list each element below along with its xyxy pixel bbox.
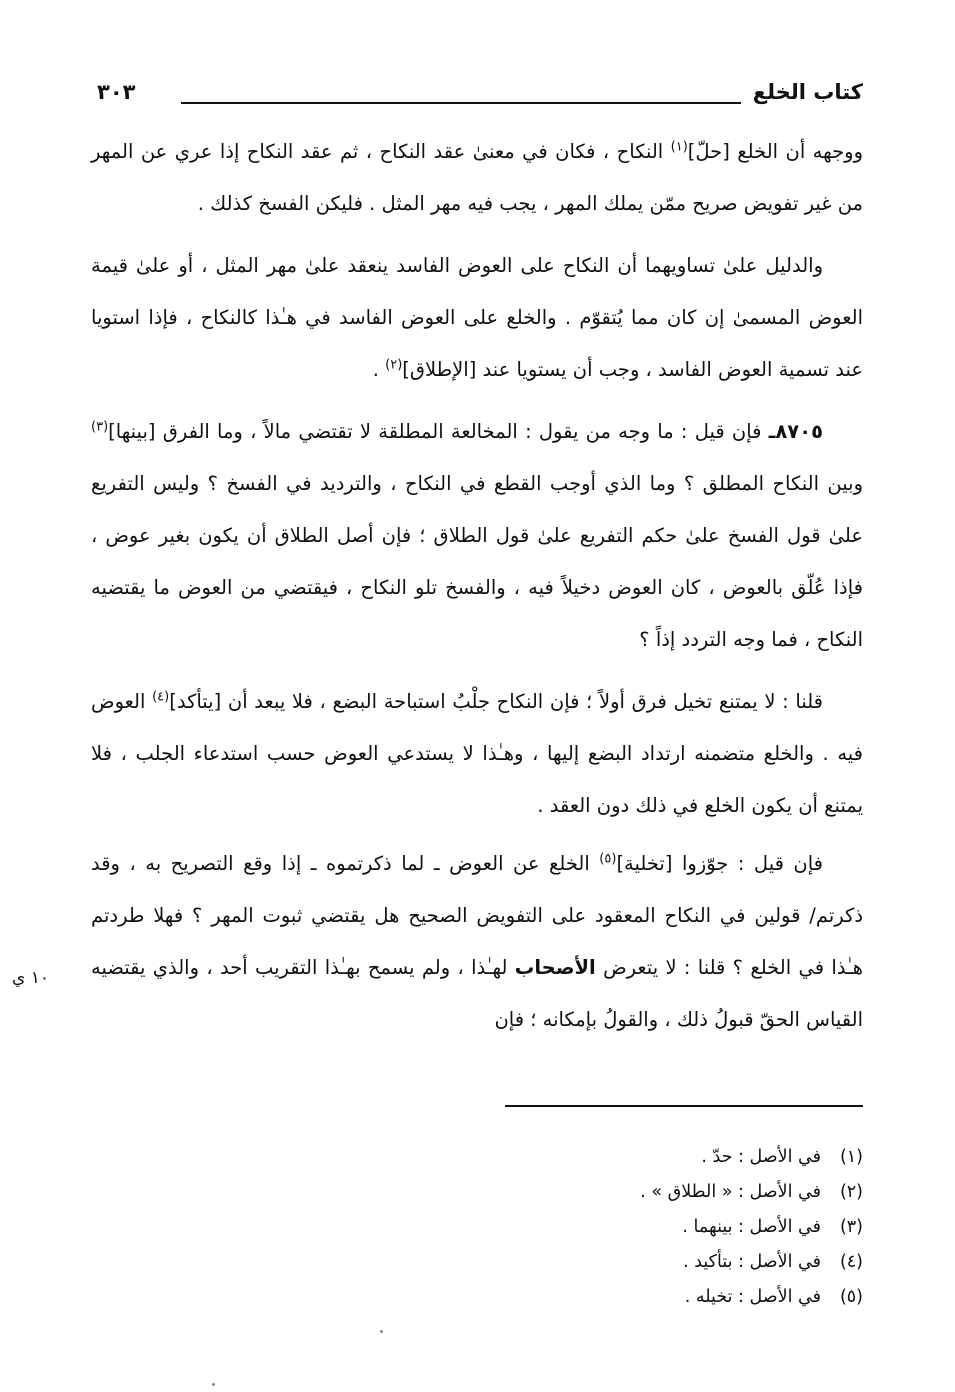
text-run: والدليل علىٰ تساويهما أن النكاح على العوض الفاسد ينعقد علىٰ مهر المثل ، أو علىٰ قيمة العوض المسمىٰ إن كان مما يُتقوّم . والخلع على العوض الفاسد في هـٰذا كالنكاح ، فإذا استويا عند تسمية العوض الفاسد ، وجب أن يستويا عند [الإطلاق] — [91, 254, 863, 381]
text-run: ووجهه أن الخلع [حلّ] — [687, 140, 864, 163]
footnote-item — [263, 1280, 863, 1315]
footnote-number: (٥) — [839, 1287, 863, 1307]
text-run: . — [372, 358, 386, 381]
header-rule — [181, 102, 741, 104]
footnote-item — [263, 1140, 863, 1175]
bold-term: الأصحاب — [514, 956, 596, 979]
text-run: فإن قيل : جوّزوا [تخلية] — [616, 852, 823, 875]
running-header — [91, 78, 863, 114]
issue-number: ٨٧٠٥ـ — [768, 420, 823, 443]
text-run: لهـٰذا ، ولم يسمح بهـٰذا التقريب أحد ، والذي يقتضيه القياس الحقّ قبولُ ذلك ، والقولُ بإمكانه ؛ فإن — [91, 956, 863, 1031]
paragraph-2 — [91, 240, 863, 396]
text-run: قلنا : لا يمتنع تخيل فرق أولاً ؛ فإن النكاح جلْبُ استباحة البضع ، فلا يبعد أن [يتأكد] — [169, 690, 823, 713]
footnote-item — [263, 1245, 863, 1280]
page-number: ٣٠٣ — [97, 80, 136, 104]
footnote-text: في الأصل : تخيله . — [684, 1287, 821, 1307]
footnotes — [263, 1140, 863, 1315]
footnote-ref-3: (٣) — [91, 419, 109, 435]
footnote-ref-4: (٤) — [152, 689, 170, 705]
footnote-ref-1: (١) — [670, 139, 688, 155]
footnote-number: (٤) — [839, 1252, 863, 1272]
footnote-separator — [505, 1105, 863, 1107]
paragraph-4 — [91, 676, 863, 832]
footnote-item — [263, 1175, 863, 1210]
main-text — [91, 126, 863, 1056]
paragraph-1 — [91, 126, 863, 230]
footnote-text: في الأصل : بينهما . — [682, 1217, 821, 1237]
text-run: فإن قيل : ما وجه من يقول : المخالعة المطلقة لا تقتضي مالاً ، وما الفرق [بينها] — [108, 420, 769, 443]
scan-speck — [212, 1383, 215, 1386]
text-run: النكاح ، فكان في معنىٰ عقد النكاح ، ثم عقد النكاح إذا عري عن المهر من غير تفويض صريح ممّن يملك المهر ، يجب فيه مهر المثل . فليكن الفسخ كذلك . — [91, 140, 863, 215]
text-run: العوض فيه . والخلع متضمنه ارتداد البضع إليها ، وهـٰذا لا يستدعي العوض حسب استدعاء الجلب ، فلا يمتنع أن يكون الخلع في ذلك دون العقد . — [91, 690, 863, 817]
footnote-text: في الأصل : بتأكيد . — [683, 1252, 821, 1272]
footnote-number: (٣) — [839, 1217, 863, 1237]
book-title: كتاب الخلع — [752, 80, 863, 104]
footnote-text: في الأصل : « الطلاق » . — [640, 1182, 821, 1202]
text-run: الخلع عن العوض ـ لما ذكرتموه ـ إذا وقع التصريح به ، وقد ذكرتم/ قولين في النكاح المعقود على التفويض الصحيح هل يقتضي ثبوت المهر ؟ فهلا طردتم هـٰذا في الخلع ؟ قلنا : لا يتعرض — [91, 852, 863, 979]
footnote-ref-2: (٢) — [385, 357, 403, 373]
footnote-number: (٢) — [839, 1182, 863, 1202]
scan-speck — [380, 1330, 383, 1333]
footnote-text: في الأصل : حدّ . — [701, 1147, 821, 1167]
paragraph-5 — [91, 838, 863, 1046]
paragraph-3 — [91, 406, 863, 666]
footnote-item — [263, 1210, 863, 1245]
footnote-number: (١) — [839, 1147, 863, 1167]
manuscript-folio-marker: ١٠ ي — [12, 968, 49, 988]
footnote-ref-5: (٥) — [599, 851, 617, 867]
text-run: وبين النكاح المطلق ؟ وما الذي أوجب القطع في النكاح ، والترديد في الفسخ ؟ وليس التفريع علىٰ قول الفسخ علىٰ حكم التفريع علىٰ قول الطلاق ؛ فإن أصل الطلاق أن يكون بغير عوض ، فإذا عُلّق بالعوض ، كان العوض دخيلاً فيه ، والفسخ تلو النكاح ، فيقتضي من العوض ما يقتضيه النكاح ، فما وجه التردد إذاً ؟ — [91, 472, 863, 651]
